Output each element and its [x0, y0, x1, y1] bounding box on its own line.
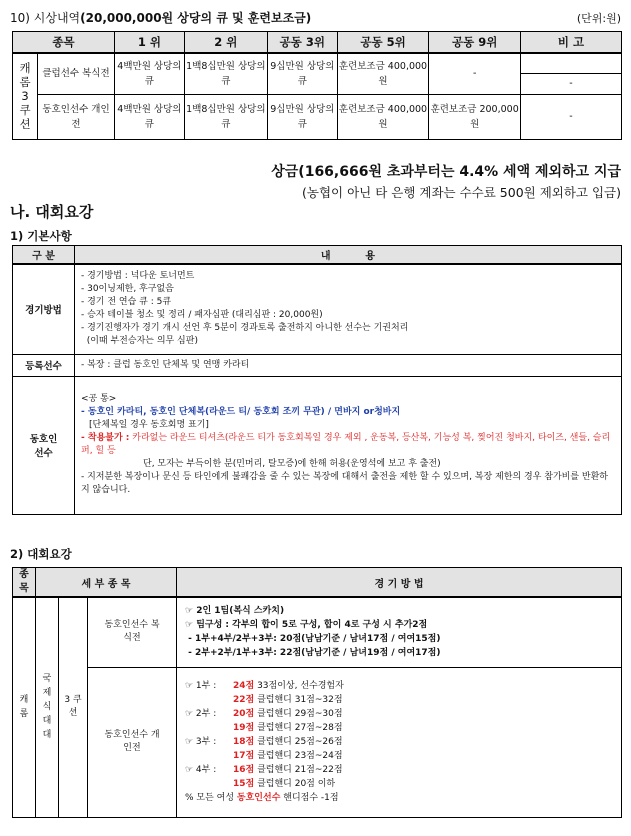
level-row	[185, 749, 613, 763]
level-desc: 클럽핸디 25점~26점	[254, 737, 343, 747]
level-row	[185, 763, 613, 777]
header-2nd: 2 위	[184, 32, 267, 54]
level-points: 22점	[233, 695, 255, 705]
header-5th: 공동 5위	[337, 32, 429, 54]
comp-table	[12, 567, 622, 818]
comp-event-doubles: 동호인선수 복식전	[88, 597, 177, 667]
header-1st: 1 위	[115, 32, 185, 54]
prize-event-doubles: 클럽선수 복식전	[38, 53, 115, 94]
unit-label: (단위:원)	[576, 12, 621, 25]
level-row	[185, 721, 613, 735]
prize-title: 10) 시상내역(20,000,000원 상당의 큐 및 훈련보조금)	[10, 11, 312, 25]
row-content-amateur	[75, 376, 622, 514]
comp-header-cat: 종목	[13, 568, 36, 598]
level-points: 24점	[233, 681, 255, 691]
row-content-registered: - 복장 : 클럽 동호인 단체복 및 연맹 카라티	[75, 354, 622, 376]
level-footer: % 모든 여성 동호인선수 핸디점수 -1점	[185, 793, 339, 803]
prize-event-individual: 동호인선수 개인전	[38, 94, 115, 139]
level-row	[185, 735, 613, 749]
level-list	[185, 679, 613, 791]
level-desc: 클럽핸디 29점~30점	[254, 709, 343, 719]
level-desc: 클럽핸디 27점~28점	[254, 723, 343, 733]
prize-note-top	[521, 53, 622, 73]
level-points: 15점	[233, 779, 255, 789]
header-note: 비 고	[521, 32, 622, 54]
rule-line: ☞ 2인 1팀(복식 스카치)	[185, 606, 285, 617]
level-row	[185, 777, 613, 791]
header-3rd: 공동 3위	[267, 32, 337, 54]
basic-table	[12, 245, 622, 515]
level-mark: ☞ 3부 :	[185, 737, 217, 747]
level-desc: 클럽핸디 20점 이하	[254, 779, 336, 789]
comp-rule-doubles	[177, 597, 622, 667]
comp-game: 3 쿠션	[59, 597, 88, 817]
section-title: 나. 대회요강	[10, 203, 94, 221]
list-item: (이때 부전승자는 의무 심판)	[81, 336, 198, 347]
prize-cell: 훈련보조금 200,000원	[429, 94, 521, 139]
comp-header-method: 경 기 방 법	[177, 568, 622, 598]
row-label-registered: 등록선수	[13, 354, 75, 376]
list-item: - 승자 테이블 청소 및 정리 / 패자심판 (대리심판 : 20,000원)	[81, 310, 323, 321]
level-desc: 클럽핸디 31점~32점	[254, 695, 343, 705]
level-mark: ☞ 1부 :	[185, 681, 217, 691]
prize-table	[12, 31, 622, 140]
level-points: 16점	[233, 765, 255, 775]
dress-banned: - 착용불가 : 카라없는 라운드 티셔츠(라운드 티가 동호회복일 경우 제외 , 운동복, 등산복, 기능성 복, 찢어진 청바지, 타이즈, 샌들, 슬리퍼, 힐 등	[81, 433, 611, 456]
prize-cell: -	[429, 53, 521, 94]
prize-cell: 9십만원 상당의 큐	[267, 94, 337, 139]
dress-allowed-note: [단체복일 경우 동호회명 표기]	[89, 420, 209, 430]
common-heading: <공 통>	[81, 394, 117, 404]
list-item: - 30이닝제한, 후구없음	[81, 284, 174, 295]
basic-header-content: 내 용	[75, 246, 622, 265]
comp-sub: 국제식대대	[36, 597, 59, 817]
level-desc: 33점이상, 선수경험자	[254, 681, 344, 691]
level-row	[185, 707, 613, 721]
level-points: 19점	[233, 723, 255, 733]
prize-cell: 훈련보조금 400,000원	[337, 53, 429, 94]
comp-rule-individual	[177, 667, 622, 817]
rule-line: ☞ 팀구성 : 각부의 합이 5로 구성, 합이 4로 구성 시 추가2점	[185, 620, 428, 631]
row-content-method	[75, 264, 622, 354]
level-row	[185, 693, 613, 707]
level-desc: 클럽핸디 23점~24점	[254, 751, 343, 761]
comp-title: 2) 대회요강	[10, 547, 72, 561]
level-points: 17점	[233, 751, 255, 761]
header-event: 종목	[13, 32, 115, 54]
level-row	[185, 679, 613, 693]
comp-header-detail: 세 부 종 목	[36, 568, 177, 598]
prize-note-bottom: -	[521, 73, 622, 94]
level-mark: ☞ 2부 :	[185, 709, 217, 719]
prize-note-tax: 상금(166,666원 초과부터는 4.4% 세액 제외하고 지급	[271, 164, 621, 180]
list-item: - 경기진행자가 경기 개시 선언 후 5분이 경과토록 출전하지 아니한 선수는 기권처리	[81, 323, 409, 334]
dress-restriction: - 지저분한 복장이나 문신 등 타인에게 불쾌감을 줄 수 있는 복장에 대해서 출전을 제한 할 수 있으며, 복장 제한의 경우 참가비를 반환하지 않습니다.	[81, 472, 608, 495]
prize-cell: 1백8십만원 상당의 큐	[184, 53, 267, 94]
prize-cell: 9십만원 상당의 큐	[267, 53, 337, 94]
prize-header-row	[13, 32, 622, 54]
prize-cell: 훈련보조금 400,000원	[337, 94, 429, 139]
dress-allowed: - 동호인 카라티, 동호인 단체복(라운드 티/ 동호회 조끼 무관) / 면바지 or청바지	[81, 407, 401, 417]
prize-cell: 4백만원 상당의 큐	[115, 94, 185, 139]
rule-line: - 1부+4부/2부+3부: 20점(남남기준 / 남녀17점 / 여여15점)	[185, 634, 441, 645]
prize-note: -	[521, 94, 622, 139]
row-label-amateur: 동호인 선수	[13, 376, 75, 514]
comp-cat: 캐롬	[13, 597, 36, 817]
level-points: 20점	[233, 709, 255, 719]
row-label-method: 경기방법	[13, 264, 75, 354]
basic-header-label: 구 분	[13, 246, 75, 265]
prize-cell: 1백8십만원 상당의 큐	[184, 94, 267, 139]
basic-title: 1) 기본사항	[10, 229, 72, 243]
prize-category: 캐롬 3쿠션	[13, 53, 38, 139]
prize-note-fee: (농협이 아닌 타 은행 계좌는 수수료 500원 제외하고 입금)	[302, 185, 621, 200]
level-points: 18점	[233, 737, 255, 747]
prize-cell: 4백만원 상당의 큐	[115, 53, 185, 94]
list-item: - 경기 전 연습 큐 : 5큐	[81, 297, 172, 308]
list-item: - 경기방법 : 넉다운 토너먼트	[81, 271, 195, 282]
comp-event-individual: 동호인선수 개인전	[88, 667, 177, 817]
header-9th: 공동 9위	[429, 32, 521, 54]
level-desc: 클럽핸디 21점~22점	[254, 765, 343, 775]
rule-line: - 2부+2부/1부+3부: 22점(남남기준 / 남녀19점 / 여여17점)	[185, 648, 441, 659]
level-mark: ☞ 4부 :	[185, 765, 217, 775]
dress-hat-note: 단, 모자는 부득이한 분(민머리, 탈모증)에 한해 허용(운영석에 보고 후 출전)	[143, 459, 441, 469]
